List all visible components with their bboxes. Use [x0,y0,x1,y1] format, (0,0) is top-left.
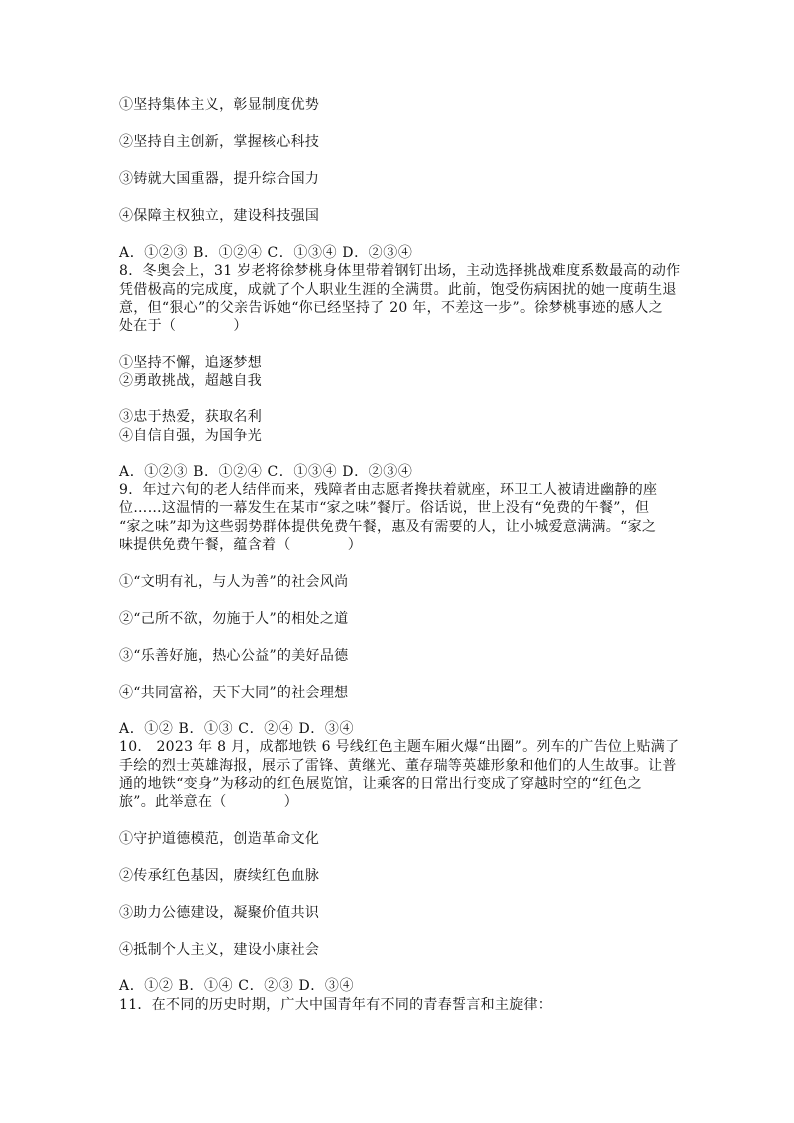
q8-stem-line-4: 处在于（ ） [119,318,248,334]
q7-option-4: ④保障主权独立，建设科技强国 [119,208,320,224]
q10-stem-line-3: 通的地铁“变身”为移动的红色展览馆，让乘客的日常出行变成了穿越时空的“红色之 [119,776,642,792]
q9-option-4: ④“共同富裕，天下大同”的社会理想 [119,685,349,701]
q8-stem-line-2: 凭借极高的完成度，成就了个人职业生涯的全满贯。此前，饱受伤病困扰的她一度萌生退 [119,282,677,298]
q8-answer-choices: A．①②③ B．①②④ C．①③④ D．②③④ [119,464,413,480]
q10-option-2: ②传承红色基因，赓续红色血脉 [119,868,320,884]
q10-option-4: ④抵制个人主义，建设小康社会 [119,942,320,958]
q10-option-1: ①守护道德模范，创造革命文化 [119,831,320,847]
q9-answer-choices: A．①② B．①③ C．②④ D．③④ [119,721,355,737]
q9-stem-line-3: “家之味”却为这些弱势群体提供免费午餐，惠及有需要的人，让小城爱意满满。“家之 [119,519,657,535]
q7-option-2: ②坚持自主创新，掌握核心科技 [119,134,320,150]
q10-stem-line-1: 10. 2023 年 8 月，成都地铁 6 号线红色主题车厢火爆“出圈”。列车的广告位上贴满了 [119,739,680,755]
q9-stem-line-2: 位……这温情的一幕发生在某市“家之味”餐厅。俗话说，世上没有“免费的午餐”，但 [119,500,650,516]
q8-option-4: ④自信自强，为国争光 [119,428,262,444]
q11-stem-line-1: 11．在不同的历史时期，广大中国青年有不同的青春誓言和主旋律： [119,997,553,1013]
q9-option-2: ②“己所不欲，勿施于人”的相处之道 [119,611,349,627]
q10-option-3: ③助力公德建设，凝聚价值共识 [119,905,320,921]
q9-option-1: ①“文明有礼，与人为善”的社会风尚 [119,574,349,590]
q9-option-3: ③“乐善好施，热心公益”的美好品德 [119,648,349,664]
q8-stem-line-1: 8．冬奥会上，31 岁老将徐梦桃身体里带着钢钉出场，主动选择挑战难度系数最高的动作 [119,263,681,279]
q10-stem-line-4: 旅”。此举意在（ ） [119,794,299,810]
q7-answer-choices: A．①②③ B．①②④ C．①③④ D．②③④ [119,245,413,261]
q8-option-3: ③忠于热爱，获取名利 [119,409,262,425]
q9-stem-line-1: 9．年过六旬的老人结伴而来，残障者由志愿者搀扶着就座，环卫工人被请进幽静的座 [119,482,658,498]
q10-answer-choices: A．①② B．①④ C．②③ D．③④ [119,978,355,994]
q8-option-1: ①坚持不懈，追逐梦想 [119,355,262,371]
q10-stem-line-2: 手绘的烈士英雄海报，展示了雷锋、黄继光、董存瑞等英雄形象和他们的人生故事。让普 [119,758,677,774]
q9-stem-line-4: 味提供免费午餐，蕴含着（ ） [119,537,363,553]
q7-option-3: ③铸就大国重器，提升综合国力 [119,171,320,187]
q8-stem-line-3: 意，但“狠心”的父亲告诉她“你已经坚持了 20 年，不差这一步”。徐梦桃事迹的感人之 [119,300,663,316]
q7-option-1: ①坚持集体主义，彰显制度优势 [119,97,320,113]
q8-option-2: ②勇敢挑战，超越自我 [119,373,262,389]
